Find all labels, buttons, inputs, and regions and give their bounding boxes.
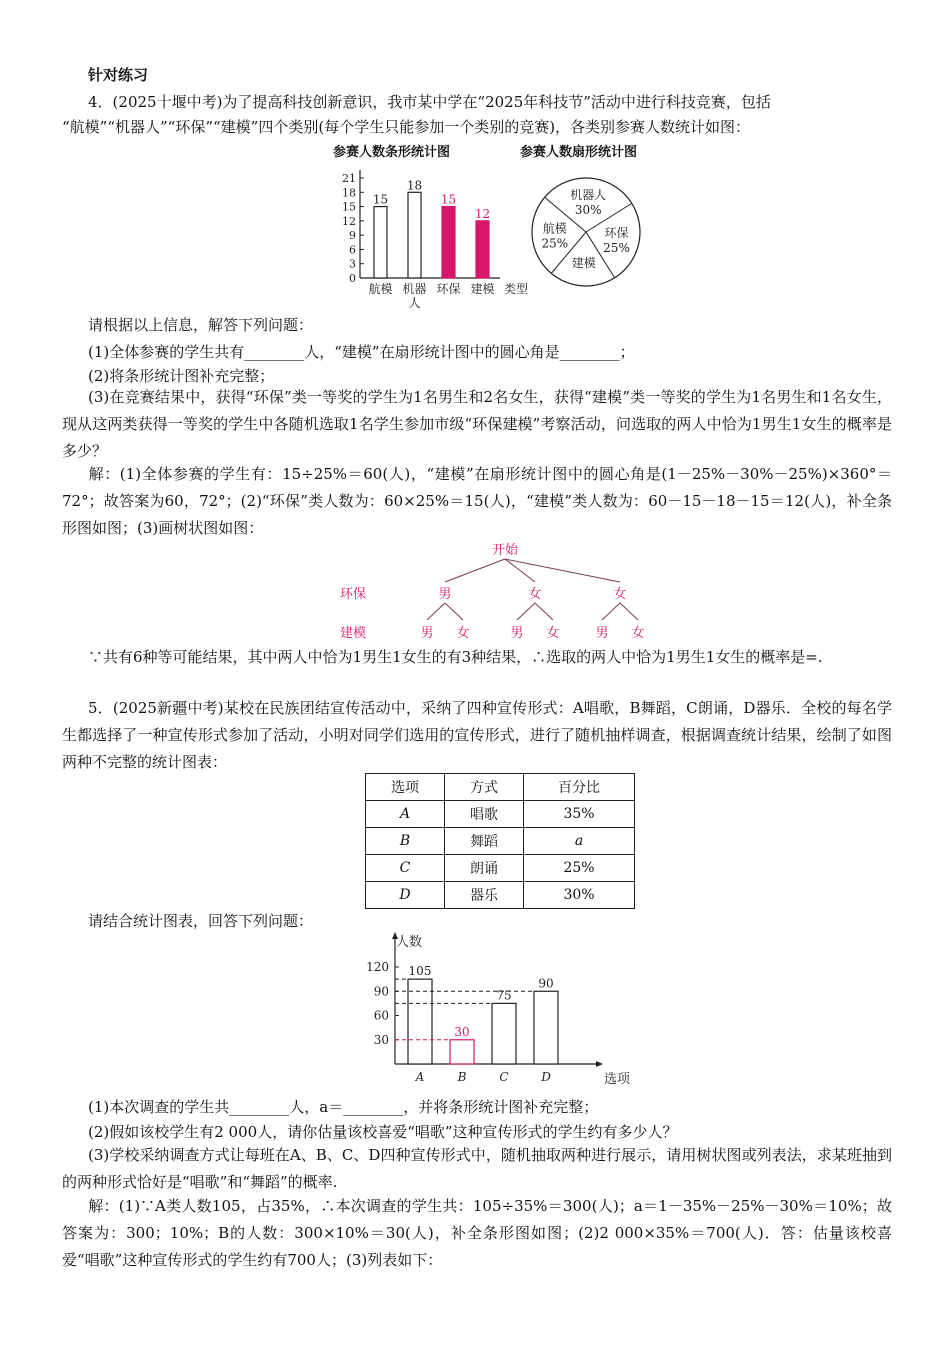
pie-slice-label: 机器人 xyxy=(570,187,607,202)
bar xyxy=(442,207,455,278)
tree-branch xyxy=(505,559,620,582)
bar xyxy=(408,979,432,1064)
x-tick-label: A xyxy=(415,1070,425,1084)
table-header: 方式 xyxy=(445,774,524,801)
tree-branch xyxy=(517,603,535,620)
table-cell: 30% xyxy=(524,882,635,909)
y-tick-label: 9 xyxy=(349,229,356,243)
pie-slice-percent: 25% xyxy=(541,236,569,251)
y-tick-label: 3 xyxy=(349,257,356,271)
x-tick-label: 建模 xyxy=(470,282,495,296)
y-tick-label: 30 xyxy=(373,1032,389,1047)
tree-leaf: 男 xyxy=(420,626,434,641)
bar-chart-title: 参赛人数条形统计图 xyxy=(333,145,451,160)
table-cell: 唱歌 xyxy=(445,801,524,828)
y-axis-label: 人数 xyxy=(396,935,423,950)
table-cell: 25% xyxy=(524,855,635,882)
data-label: 90 xyxy=(538,976,554,991)
q5-solution xyxy=(62,1193,892,1274)
tree-leaf: 女 xyxy=(456,626,470,641)
q4-sub1: (1)全体参赛的学生共有________人，“建模”在扇形统计图中的圆心角是________； xyxy=(88,343,635,361)
x-axis-arrow xyxy=(596,1061,603,1067)
q4-conclusion-text: ∵共有6种等可能结果，其中两人中恰为1男生1女生的有3种结果，∴选取的两人中恰为1男生1女生的概率是=. xyxy=(88,648,823,666)
y-tick-label: 60 xyxy=(373,1008,389,1023)
section-heading: 针对练习 xyxy=(88,66,149,84)
table-cell: 朗诵 xyxy=(445,855,524,882)
y-tick-label: 0 xyxy=(349,272,356,285)
q4-solution-text: 解：(1)全体参赛的学生有：15÷25%＝60(人)，“建模”在扇形统计图中的圆心角是(1－25%－30%－25%)×360°＝72°；故答案为60，72°；(2)“环保”类人数为：60×25%＝15(人)，“建模”类人数为：60－15－18－15＝12(人)，补全条形图如图；(3)画树状图如图： xyxy=(62,465,892,537)
pie-slice-label: 建模 xyxy=(571,256,596,271)
y-tick-label: 12 xyxy=(342,214,356,228)
x-tick-label: 机器 xyxy=(402,282,427,296)
bar xyxy=(374,207,387,278)
q5-sub3 xyxy=(62,1142,892,1196)
tree-branch xyxy=(445,559,505,582)
x-tick-label: C xyxy=(499,1070,509,1084)
data-label: 18 xyxy=(406,178,423,193)
q4-conclusion xyxy=(62,644,892,671)
tree-branch xyxy=(620,603,638,620)
x-tick-label: B xyxy=(457,1070,467,1084)
q4-sub3-text: (3)在竞赛结果中，获得“环保”类一等奖的学生为1名男生和2名女生，获得“建模”类一等奖的学生为1名男生和1名女生，现从这两类获得一等奖的学生中各随机选取1名学生参加市级“环保建模”考察活动，问选取的两人中恰为1男生1女生的概率是多少？ xyxy=(62,388,892,460)
pie-slice-percent: 30% xyxy=(574,202,602,217)
y-tick-label: 90 xyxy=(373,984,389,999)
pie-slice-percent: 25% xyxy=(603,241,630,256)
q4-sub2: (2)将条形统计图补充完整； xyxy=(88,367,275,385)
table-cell: A xyxy=(366,801,445,828)
q5-sub2: (2)假如该校学生有2 000人，请你估量该校喜爱“唱歌”这种宣传形式的学生约有多少人？ xyxy=(88,1123,678,1141)
bar-chart-participants xyxy=(330,160,530,310)
q5-solution-text: 解：(1)∵A类人数105，占35%，∴本次调查的学生共：105÷35%＝300(人)；a＝1－35%－25%－30%＝10%；故答案为：300；10%；B的人数：300×10%＝30(人)，补全条形图如图；(2)2 000×35%＝700(人)．答：估量该校喜爱“唱歌”这种宣传形式的学生约有700人；(3)列表如下： xyxy=(62,1197,892,1269)
bar xyxy=(476,221,489,278)
q4-prompt: 请根据以上信息，解答下列问题： xyxy=(88,316,314,334)
table-row xyxy=(366,855,635,882)
table-header: 选项 xyxy=(366,774,445,801)
y-tick-label: 21 xyxy=(342,172,356,185)
pie-slice-label: 航模 xyxy=(542,221,567,236)
table-cell: B xyxy=(366,828,445,855)
table-cell: 器乐 xyxy=(445,882,524,909)
bar xyxy=(450,1040,474,1064)
tree-leaf: 男 xyxy=(510,626,524,641)
x-tick-label: 环保 xyxy=(436,282,461,296)
x-axis-label: 类型 xyxy=(503,282,529,296)
q5-table xyxy=(365,773,635,909)
q5-prompt: 请结合统计图表，回答下列问题： xyxy=(88,912,314,930)
tree-leaf: 女 xyxy=(631,626,645,641)
table-cell: C xyxy=(366,855,445,882)
data-label: 15 xyxy=(372,192,389,207)
table-cell: D xyxy=(366,882,445,909)
data-label: 75 xyxy=(496,988,512,1003)
tree-branch xyxy=(445,603,463,620)
pie-slice-label: 环保 xyxy=(604,226,629,241)
q5-intro xyxy=(62,695,892,776)
table-header-row xyxy=(366,774,635,801)
tree-node: 男 xyxy=(438,587,452,602)
tree-node: 女 xyxy=(613,587,627,602)
table-row xyxy=(366,882,635,909)
data-label: 30 xyxy=(454,1024,470,1039)
x-tick-label: D xyxy=(541,1070,551,1084)
table-row xyxy=(366,828,635,855)
bar xyxy=(492,1003,516,1064)
table-cell: a xyxy=(524,828,635,855)
q4-line1: 4．(2025十堰中考)为了提高科技创新意识，我市某中学在“2025年科技节”活动中进行科技竞赛，包括 xyxy=(88,93,771,111)
y-tick-label: 15 xyxy=(342,200,356,214)
bar-chart-survey xyxy=(360,930,630,1090)
table-header: 百分比 xyxy=(524,774,635,801)
q4-sub3 xyxy=(62,384,892,465)
tree-level1-label: 环保 xyxy=(340,587,367,602)
q5-sub3-text: (3)学校采纳调查方式让每班在A、B、C、D四种宣传形式中，随机抽取两种进行展示，请用树状图或列表法，求某班抽到的两种形式恰好是“唱歌”和“舞蹈”的概率. xyxy=(62,1146,892,1191)
q5-intro-text: 5．(2025新疆中考)某校在民族团结宣传活动中，采纳了四种宣传形式：A唱歌，B舞蹈，C朗诵，D器乐．全校的每名学生都选择了一种宣传形式参加了活动，小明对同学们选用的宣传形式，进行了随机抽样调查，根据调查统计结果，绘制了如图两种不完整的统计图表： xyxy=(62,699,892,771)
tree-branch xyxy=(427,603,445,620)
bar xyxy=(408,192,421,278)
data-label: 105 xyxy=(408,964,432,979)
x-axis-label: 选项 xyxy=(604,1072,630,1087)
table-cell: 舞蹈 xyxy=(445,828,524,855)
tree-node: 女 xyxy=(528,587,542,602)
tree-root: 开始 xyxy=(491,543,519,558)
data-label: 15 xyxy=(440,192,457,207)
x-tick-label: 航模 xyxy=(368,282,393,296)
y-tick-label: 120 xyxy=(366,960,389,974)
pie-chart-participants xyxy=(528,160,648,300)
y-tick-label: 18 xyxy=(342,186,356,200)
tree-level2-label: 建模 xyxy=(340,626,367,641)
data-label: 12 xyxy=(474,206,491,221)
bar xyxy=(534,991,558,1064)
tree-diagram xyxy=(330,540,660,645)
q5-sub1: (1)本次调查的学生共________人，a＝________，并将条形统计图补充完整； xyxy=(88,1098,599,1116)
q4-line2: “航模”“机器人”“环保”“建模”四个类别(每个学生只能参加一个类别的竞赛)，各类别参赛人数统计如图： xyxy=(62,118,751,136)
table-cell: 35% xyxy=(524,801,635,828)
x-tick-label: 人 xyxy=(408,296,421,310)
tree-branch xyxy=(602,603,620,620)
tree-branch xyxy=(535,603,553,620)
table-row xyxy=(366,801,635,828)
q4-solution xyxy=(62,461,892,542)
y-tick-label: 6 xyxy=(349,243,356,257)
tree-leaf: 男 xyxy=(595,626,609,641)
tree-leaf: 女 xyxy=(546,626,560,641)
pie-chart-title: 参赛人数扇形统计图 xyxy=(520,145,638,160)
